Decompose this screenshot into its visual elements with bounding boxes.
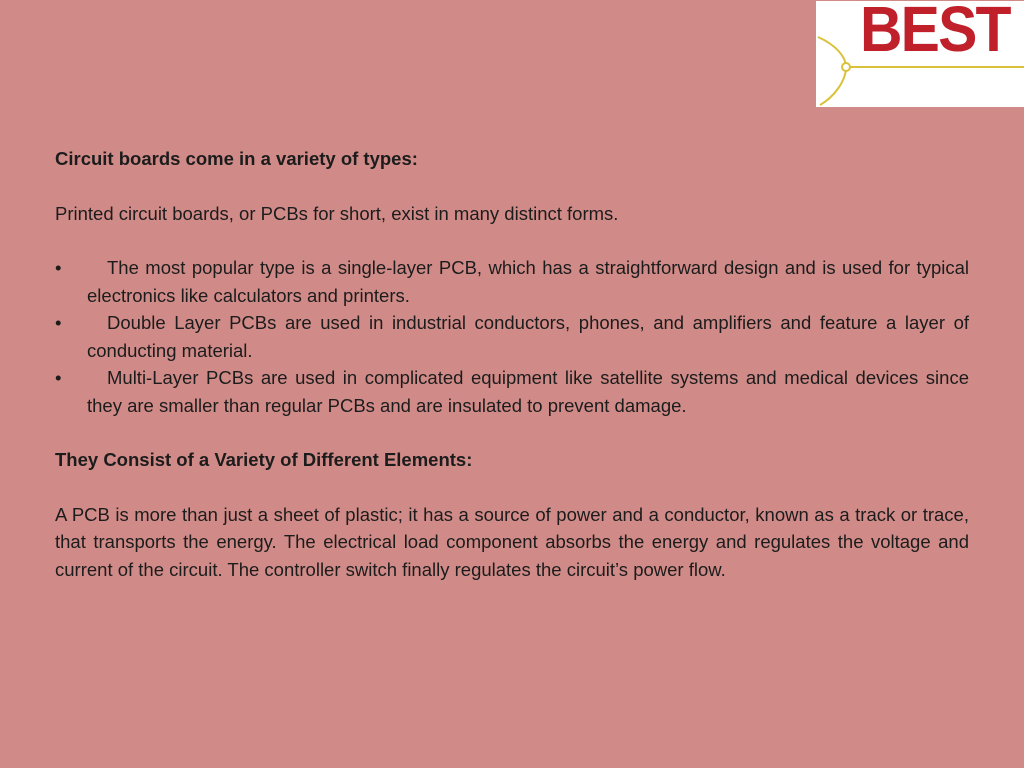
list-item xyxy=(55,309,969,364)
best-logo xyxy=(816,1,1024,107)
bullet-text: Multi-Layer PCBs are used in complicated equipment like satellite systems and medical devices since they are smaller than regular PCBs and are insulated to prevent damage. xyxy=(87,367,969,416)
section-heading-elements: They Consist of a Variety of Different Elements: xyxy=(55,449,473,470)
intro-paragraph: Printed circuit boards, or PCBs for short, exist in many distinct forms. xyxy=(55,202,619,224)
list-item xyxy=(55,254,969,309)
pcb-types-list xyxy=(55,254,969,419)
slide-content xyxy=(55,145,969,583)
list-item xyxy=(55,364,969,419)
bullet-icon: • xyxy=(55,257,62,278)
bullet-icon: • xyxy=(55,312,62,333)
bullet-text: Double Layer PCBs are used in industrial conductors, phones, and amplifiers and feature a layer of conducting material. xyxy=(87,312,969,361)
logo-text: BEST xyxy=(860,0,1010,65)
elements-paragraph: A PCB is more than just a sheet of plastic; it has a source of power and a conductor, known as a track or trace, that transports the energy. The electrical load component absorbs the energy and regulates the voltage and current of the circuit. The controller switch finally regulates the circuit’s power flow. xyxy=(55,503,969,580)
bullet-text: The most popular type is a single-layer PCB, which has a straightforward design and is used for typical electronics like calculators and printers. xyxy=(87,257,969,306)
section-heading-types: Circuit boards come in a variety of types: xyxy=(55,148,418,169)
bullet-icon: • xyxy=(55,367,62,388)
